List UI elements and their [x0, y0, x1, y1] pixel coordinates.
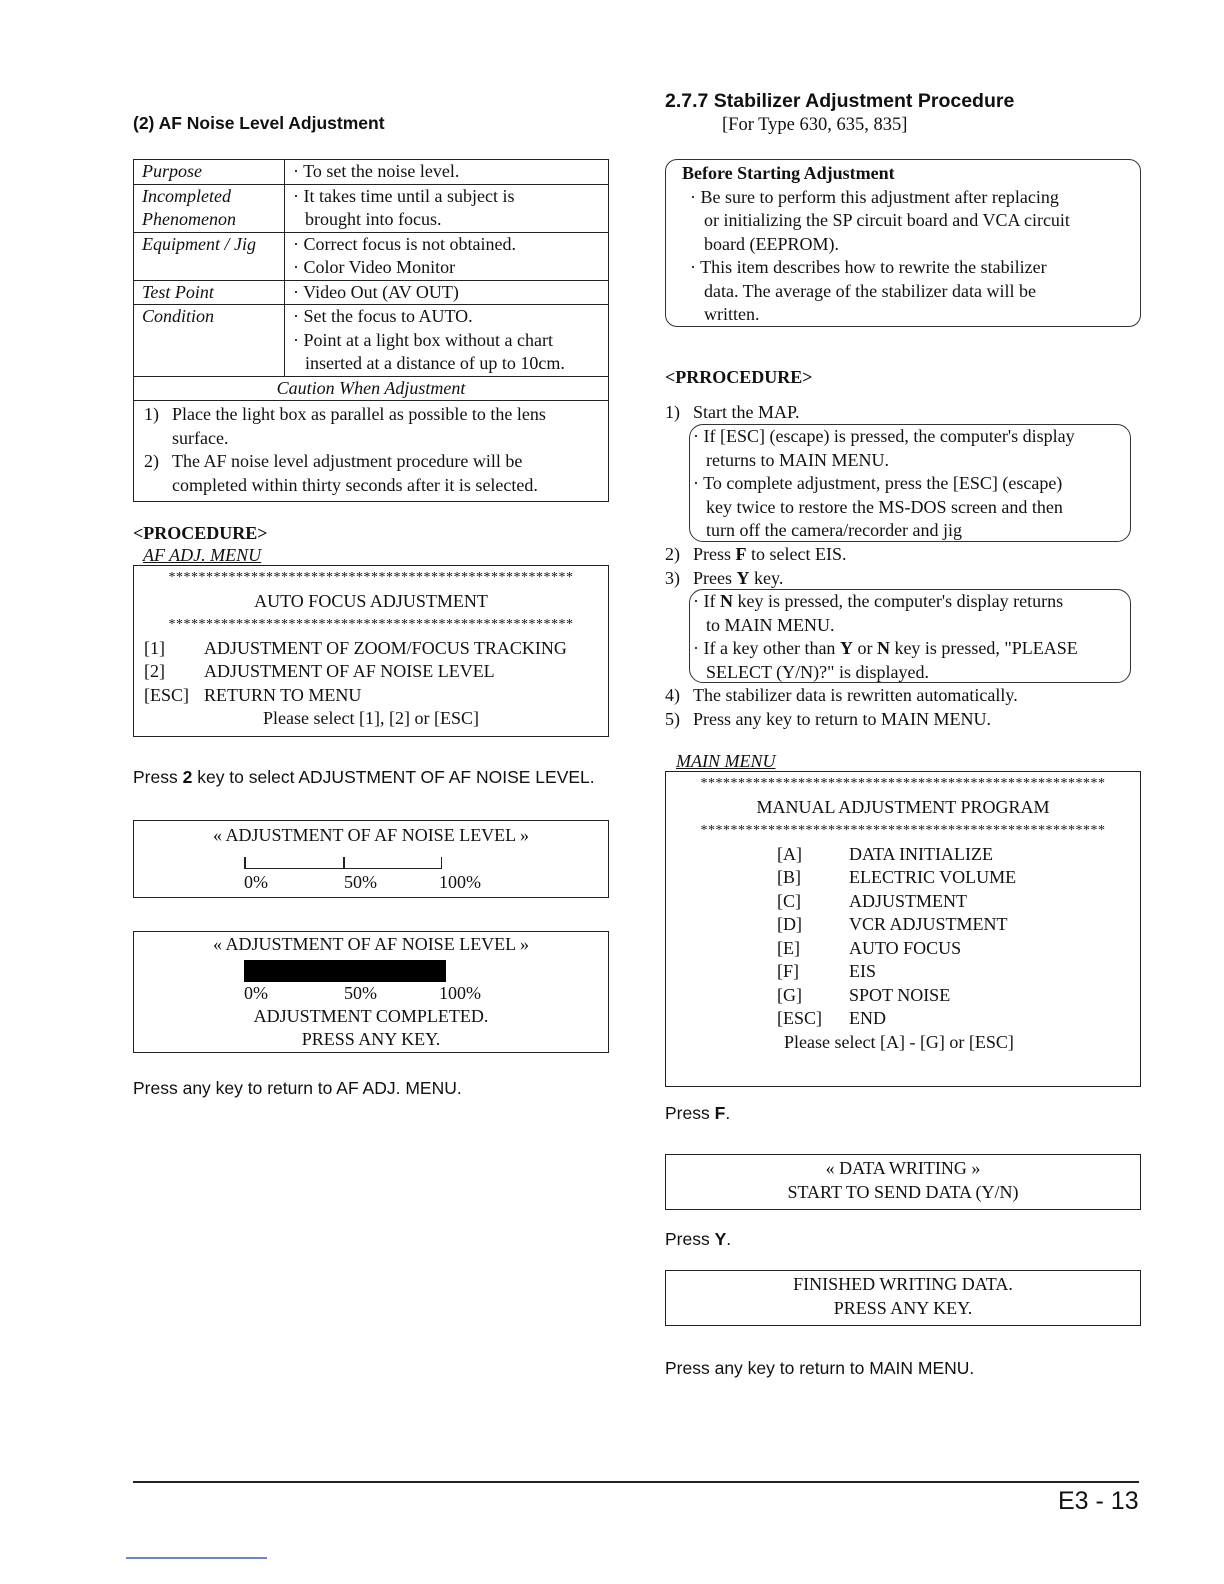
note3d: SELECT (Y/N)?" is displayed.	[706, 661, 929, 682]
label-0: 0%	[244, 872, 268, 892]
return-af-menu-note: Press any key to return to AF ADJ. MENU.	[133, 1078, 462, 1098]
press-2-post: key to select ADJUSTMENT OF AF NOISE LEVEL.	[192, 767, 595, 787]
screen1-progress-scale	[244, 857, 442, 869]
before-b1c: board (EEPROM).	[704, 233, 839, 254]
main-menu-item[interactable]	[777, 890, 1132, 914]
menu-item-key: [1]	[144, 637, 165, 658]
note3c-post: key is pressed, "PLEASE	[889, 638, 1078, 658]
menu-item-label: ADJUSTMENT OF ZOOM/FOCUS TRACKING	[204, 637, 567, 658]
incompleted-label-line1: Incompleted	[142, 185, 231, 206]
testpoint-label: Test Point	[134, 280, 285, 305]
main-item-label: AUTO FOCUS	[849, 937, 962, 958]
af-adj-menu-title: AF ADJ. MENU	[143, 545, 262, 565]
condition-line1: · Set the focus to AUTO.	[293, 306, 473, 326]
menu-item-label: RETURN TO MENU	[204, 684, 362, 705]
screen2-line1: ADJUSTMENT COMPLETED.	[253, 1006, 489, 1026]
procedure-steps-4-5	[665, 684, 1135, 731]
before-title: Before Starting Adjustment	[682, 163, 895, 183]
menu-item[interactable]	[144, 660, 598, 684]
stabilizer-subheading: [For Type 630, 635, 835]	[722, 115, 908, 135]
step-5-num: 5)	[665, 708, 680, 729]
screen2-line2: PRESS ANY KEY.	[301, 1029, 441, 1049]
step-3-text	[693, 567, 783, 591]
note3c	[693, 637, 1126, 661]
incompleted-label-line2: Phenomenon	[142, 209, 236, 229]
before-b2b: data. The average of the stabilizer data will be	[704, 280, 1037, 301]
menu-item-key: [ESC]	[144, 684, 189, 705]
main-stars-bottom: ******************************************************	[700, 823, 1106, 838]
main-menu-prompt: Please select [A] - [G] or [ESC]	[784, 1031, 1014, 1052]
main-item-label: ELECTRIC VOLUME	[849, 867, 1017, 887]
note1d: key twice to restore the MS-DOS screen and then	[706, 496, 1063, 517]
screen2-progress-fill	[244, 960, 446, 982]
caution-2a: The AF noise level adjustment procedure will be	[172, 451, 523, 471]
label-0: 0%	[244, 983, 268, 1003]
caution-1-num: 1)	[144, 404, 159, 424]
main-menu-item[interactable]	[777, 960, 1132, 984]
press-2-key: 2	[182, 767, 193, 787]
finished-line1: FINISHED WRITING DATA.	[793, 1274, 1013, 1294]
purpose-label: Purpose	[134, 160, 285, 185]
note3b: to MAIN MENU.	[706, 614, 835, 635]
stabilizer-heading: 2.7.7 Stabilizer Adjustment Procedure	[665, 90, 1015, 112]
step-4-num: 4)	[665, 685, 680, 705]
caution-title: Caution When Adjustment	[134, 376, 609, 401]
note3a-pre: · If	[693, 591, 720, 611]
af-noise-screen-completed	[133, 931, 609, 1053]
screen2-title: « ADJUSTMENT OF AF NOISE LEVEL »	[212, 934, 530, 954]
main-menu-heading: MANUAL ADJUSTMENT PROGRAM	[756, 796, 1050, 817]
af-noise-screen-start	[133, 820, 609, 898]
equipment-label: Equipment / Jig	[134, 232, 285, 280]
note3c-pre: · If a key other than	[693, 638, 840, 658]
scale-baseline	[244, 868, 442, 870]
step1-notes-box	[689, 424, 1131, 542]
main-item-key: [G]	[777, 984, 802, 1005]
step-3-num: 3)	[665, 567, 680, 588]
page-number: E3 - 13	[1058, 1487, 1139, 1515]
writing-line1: « DATA WRITING »	[825, 1158, 981, 1178]
step-3-key: Y	[736, 567, 750, 588]
main-menu-item[interactable]	[777, 1007, 1132, 1031]
note3a-key: N	[719, 591, 733, 611]
procedure-heading-left: <PROCEDURE>	[133, 523, 268, 543]
main-item-label: DATA INITIALIZE	[849, 843, 994, 864]
before-b2a: · This item describes how to rewrite the stabilizer	[690, 257, 1047, 277]
main-item-label: EIS	[849, 961, 876, 981]
step-4-text: The stabilizer data is rewritten automatically.	[693, 685, 1018, 705]
main-item-label: END	[849, 1008, 886, 1028]
step3-notes-box	[689, 589, 1131, 683]
before-b1b: or initializing the SP circuit board and VCA circuit	[704, 210, 1070, 230]
step-1-text: Start the MAP.	[693, 402, 800, 422]
menu-item[interactable]	[144, 637, 598, 661]
label-100: 100%	[439, 983, 481, 1003]
menu-stars-bottom: ******************************************************	[168, 617, 574, 632]
equipment-line1: · Correct focus is not obtained.	[293, 233, 516, 254]
main-item-label: SPOT NOISE	[849, 984, 951, 1005]
main-menu-item[interactable]	[777, 843, 1132, 867]
press-f-pre: Press	[665, 1103, 715, 1123]
main-item-key: [D]	[777, 914, 802, 934]
adjustment-spec-table	[133, 159, 609, 502]
step-1-num: 1)	[665, 402, 680, 422]
procedure-heading-right: <PRROCEDURE>	[665, 367, 813, 387]
caution-2-num: 2)	[144, 451, 159, 471]
equipment-line2: · Color Video Monitor	[293, 257, 456, 277]
note3a-post: key is pressed, the computer's display returns	[732, 591, 1064, 611]
main-menu-item[interactable]	[777, 937, 1132, 961]
note3c-key1: Y	[839, 638, 853, 658]
footer-rule	[133, 1481, 1139, 1483]
caution-1b: surface.	[172, 427, 229, 448]
label-50: 50%	[344, 983, 377, 1003]
main-item-key: [E]	[777, 937, 800, 958]
main-menu-item[interactable]	[777, 866, 1132, 890]
incompleted-label	[134, 184, 285, 232]
note3a	[693, 590, 1126, 614]
step-3-post: key.	[749, 567, 784, 588]
writing-line2: START TO SEND DATA (Y/N)	[787, 1181, 1019, 1202]
data-writing-screen	[665, 1154, 1141, 1210]
caution-1a: Place the light box as parallel as possible to the lens	[172, 404, 546, 424]
step-5-text: Press any key to return to MAIN MENU.	[693, 708, 991, 729]
procedure-steps	[665, 401, 1135, 425]
caution-list	[134, 401, 609, 502]
main-item-label: VCR ADJUSTMENT	[849, 914, 1008, 934]
label-50: 50%	[344, 872, 377, 892]
menu-prompt: Please select [1], [2] or [ESC]	[263, 708, 479, 728]
caution-2b: completed within thirty seconds after it is selected.	[172, 474, 538, 495]
main-menu-item[interactable]	[777, 984, 1132, 1008]
screen2-progress-scale	[244, 960, 446, 982]
main-item-key: [A]	[777, 843, 802, 864]
before-b1a: · Be sure to perform this adjustment after replacing	[690, 186, 1059, 207]
note1b: returns to MAIN MENU.	[706, 449, 889, 470]
main-item-key: [B]	[777, 867, 801, 887]
menu-item[interactable]	[144, 684, 598, 708]
menu-stars-top: ******************************************************	[168, 570, 574, 585]
equipment-value	[285, 232, 609, 280]
condition-value	[285, 305, 609, 377]
press-y-pre: Press	[665, 1229, 715, 1249]
incompleted-value	[285, 184, 609, 232]
step-3-pre: Prees	[693, 567, 737, 588]
condition-label: Condition	[134, 305, 285, 377]
menu-item-key: [2]	[144, 661, 165, 681]
before-starting-box	[665, 159, 1141, 327]
press-f-note	[665, 1103, 730, 1124]
step-2-key: F	[735, 544, 747, 564]
press-2-note	[133, 767, 595, 788]
note3c-mid: or	[852, 638, 877, 658]
main-menu-list	[674, 843, 1132, 1055]
condition-line2: · Point at a light box without a chart	[293, 329, 553, 350]
screen1-title: « ADJUSTMENT OF AF NOISE LEVEL »	[212, 825, 530, 845]
menu-title: AUTO FOCUS ADJUSTMENT	[254, 590, 488, 611]
main-item-key: [ESC]	[777, 1008, 822, 1028]
incompleted-line2: brought into focus.	[305, 209, 442, 229]
main-item-key: [C]	[777, 890, 801, 911]
before-b2c: written.	[704, 304, 760, 324]
main-menu-screen	[665, 771, 1141, 1087]
af-noise-heading: (2) AF Noise Level Adjustment	[133, 113, 385, 133]
note1c: · To complete adjustment, press the [ESC] (escape)	[693, 473, 1063, 493]
note1e: turn off the camera/recorder and jig	[706, 520, 963, 540]
press-2-pre: Press	[133, 767, 183, 787]
press-y-post: .	[726, 1229, 732, 1249]
procedure-steps-2-3	[665, 543, 1135, 590]
step-2-text	[693, 543, 847, 567]
main-stars-top: ******************************************************	[700, 776, 1106, 791]
step-2-pre: Press	[693, 544, 736, 564]
incompleted-line1: · It takes time until a subject is	[293, 185, 515, 206]
step-2-num: 2)	[665, 544, 680, 564]
step-2-post: to select EIS.	[746, 544, 847, 564]
menu-item-label: ADJUSTMENT OF AF NOISE LEVEL	[204, 661, 495, 681]
main-menu-item[interactable]	[777, 913, 1132, 937]
press-y-note	[665, 1229, 731, 1250]
press-f-post: .	[725, 1103, 731, 1123]
finished-line2: PRESS ANY KEY.	[833, 1297, 973, 1318]
condition-line3: inserted at a distance of up to 10cm.	[305, 353, 565, 373]
note1a: · If [ESC] (escape) is pressed, the computer's display	[693, 426, 1075, 446]
press-y-key: Y	[714, 1229, 727, 1249]
testpoint-value: · Video Out (AV OUT)	[285, 280, 609, 305]
label-100: 100%	[439, 872, 481, 892]
af-adj-menu-screen	[133, 565, 609, 737]
note3c-key2: N	[876, 638, 890, 658]
scan-artifact-line	[126, 1557, 267, 1559]
main-item-label: ADJUSTMENT	[849, 890, 968, 911]
finished-writing-screen	[665, 1270, 1141, 1326]
main-item-key: [F]	[777, 961, 799, 981]
main-menu-title: MAIN MENU	[676, 751, 776, 771]
return-main-menu-note: Press any key to return to MAIN MENU.	[665, 1358, 975, 1378]
press-f-key: F	[714, 1103, 726, 1123]
purpose-value: · To set the noise level.	[285, 160, 609, 185]
